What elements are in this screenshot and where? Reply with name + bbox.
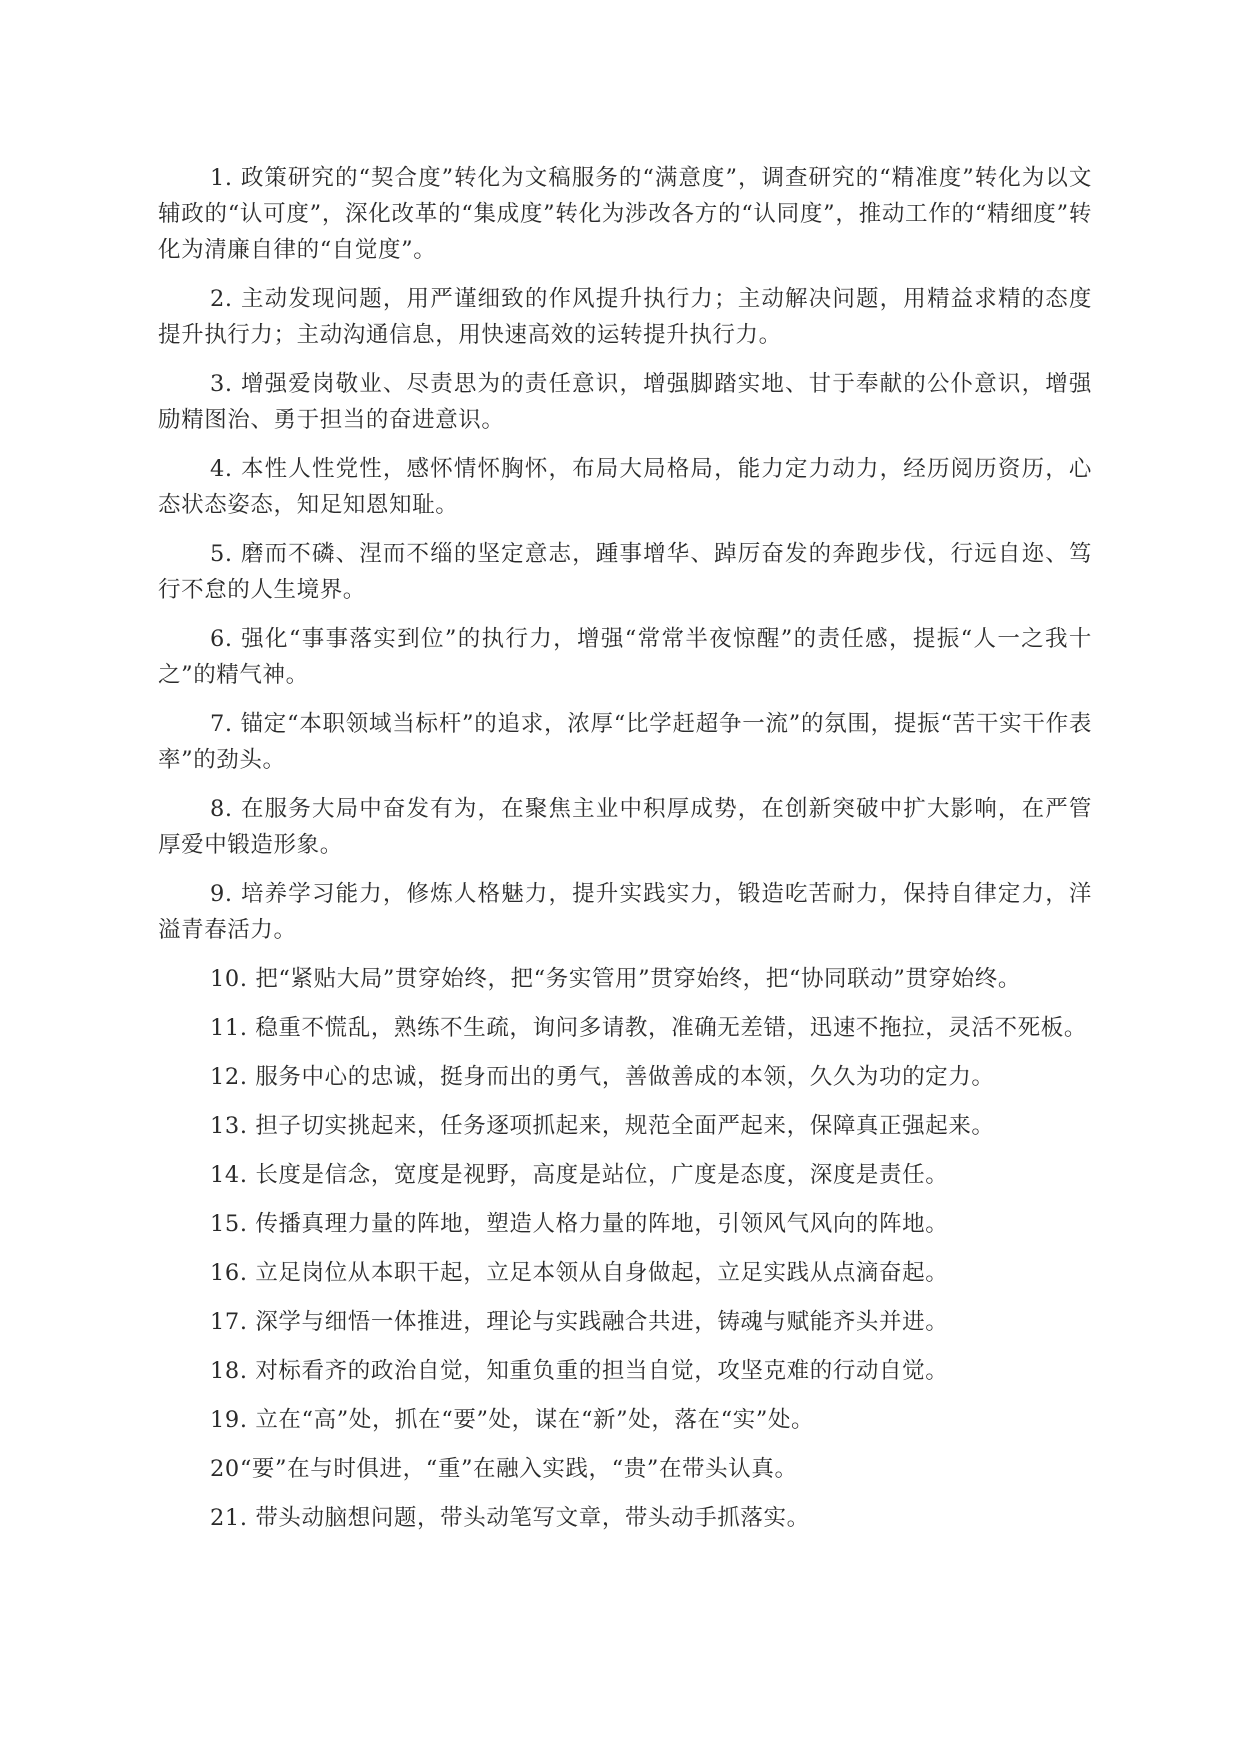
paragraph-20: 20“要”在与时俱进，“重”在融入实践，“贵”在带头认真。 — [210, 1456, 798, 1482]
paragraph-19: 19. 立在“高”处，抓在“要”处，谋在“新”处，落在“实”处。 — [210, 1407, 815, 1433]
paragraph-7: 7. 锚定“本职领域当标杆”的追求，浓厚“比学赶超争一流”的氛围，提振“苦干实干作表率”的劲头。 — [158, 711, 1092, 773]
paragraph-11: 11. 稳重不慌乱，熟练不生疏，询问多请教，准确无差错，迅速不拖拉，灵活不死板。 — [210, 1015, 1087, 1041]
paragraph-16: 16. 立足岗位从本职干起，立足本领从自身做起，立足实践从点滴奋起。 — [210, 1260, 949, 1286]
paragraph-10: 10. 把“紧贴大局”贯穿始终，把“务实管用”贯穿始终，把“协同联动”贯穿始终。 — [210, 966, 1021, 992]
paragraph-13: 13. 担子切实挑起来，任务逐项抓起来，规范全面严起来，保障真正强起来。 — [210, 1113, 995, 1139]
paragraph-17: 17. 深学与细悟一体推进，理论与实践融合共进，铸魂与赋能齐头并进。 — [210, 1309, 949, 1335]
paragraph-2: 2. 主动发现问题，用严谨细致的作风提升执行力；主动解决问题，用精益求精的态度提升执行力；主动沟通信息，用快速高效的运转提升执行力。 — [158, 286, 1092, 348]
paragraph-21: 21. 带头动脑想问题，带头动笔写文章，带头动手抓落实。 — [210, 1505, 810, 1531]
paragraph-14: 14. 长度是信念，宽度是视野，高度是站位，广度是态度，深度是责任。 — [210, 1162, 949, 1188]
paragraph-18: 18. 对标看齐的政治自觉，知重负重的担当自觉，攻坚克难的行动自觉。 — [210, 1358, 949, 1384]
paragraph-3: 3. 增强爱岗敬业、尽责思为的责任意识，增强脚踏实地、甘于奉献的公仆意识，增强励精图治、勇于担当的奋进意识。 — [158, 371, 1092, 433]
paragraph-8: 8. 在服务大局中奋发有为，在聚焦主业中积厚成势，在创新突破中扩大影响，在严管厚爱中锻造形象。 — [158, 796, 1092, 858]
paragraph-15: 15. 传播真理力量的阵地，塑造人格力量的阵地，引领风气风向的阵地。 — [210, 1211, 949, 1237]
document-body — [158, 160, 1092, 1536]
paragraph-12: 12. 服务中心的忠诚，挺身而出的勇气，善做善成的本领，久久为功的定力。 — [210, 1064, 995, 1090]
paragraph-6: 6. 强化“事事落实到位”的执行力，增强“常常半夜惊醒”的责任感，提振“人一之我十之”的精气神。 — [158, 626, 1092, 688]
paragraph-4: 4. 本性人性党性，感怀情怀胸怀，布局大局格局，能力定力动力，经历阅历资历，心态状态姿态，知足知恩知耻。 — [158, 456, 1092, 518]
paragraph-1: 1. 政策研究的“契合度”转化为文稿服务的“满意度”，调查研究的“精准度”转化为以文辅政的“认可度”，深化改革的“集成度”转化为涉改各方的“认同度”，推动工作的“精细度”转化为清廉自律的“自觉度”。 — [158, 165, 1092, 263]
paragraph-5: 5. 磨而不磷、涅而不缁的坚定意志，踵事增华、踔厉奋发的奔跑步伐，行远自迩、笃行不怠的人生境界。 — [158, 541, 1092, 603]
paragraph-9: 9. 培养学习能力，修炼人格魅力，提升实践实力，锻造吃苦耐力，保持自律定力，洋溢青春活力。 — [158, 881, 1092, 943]
